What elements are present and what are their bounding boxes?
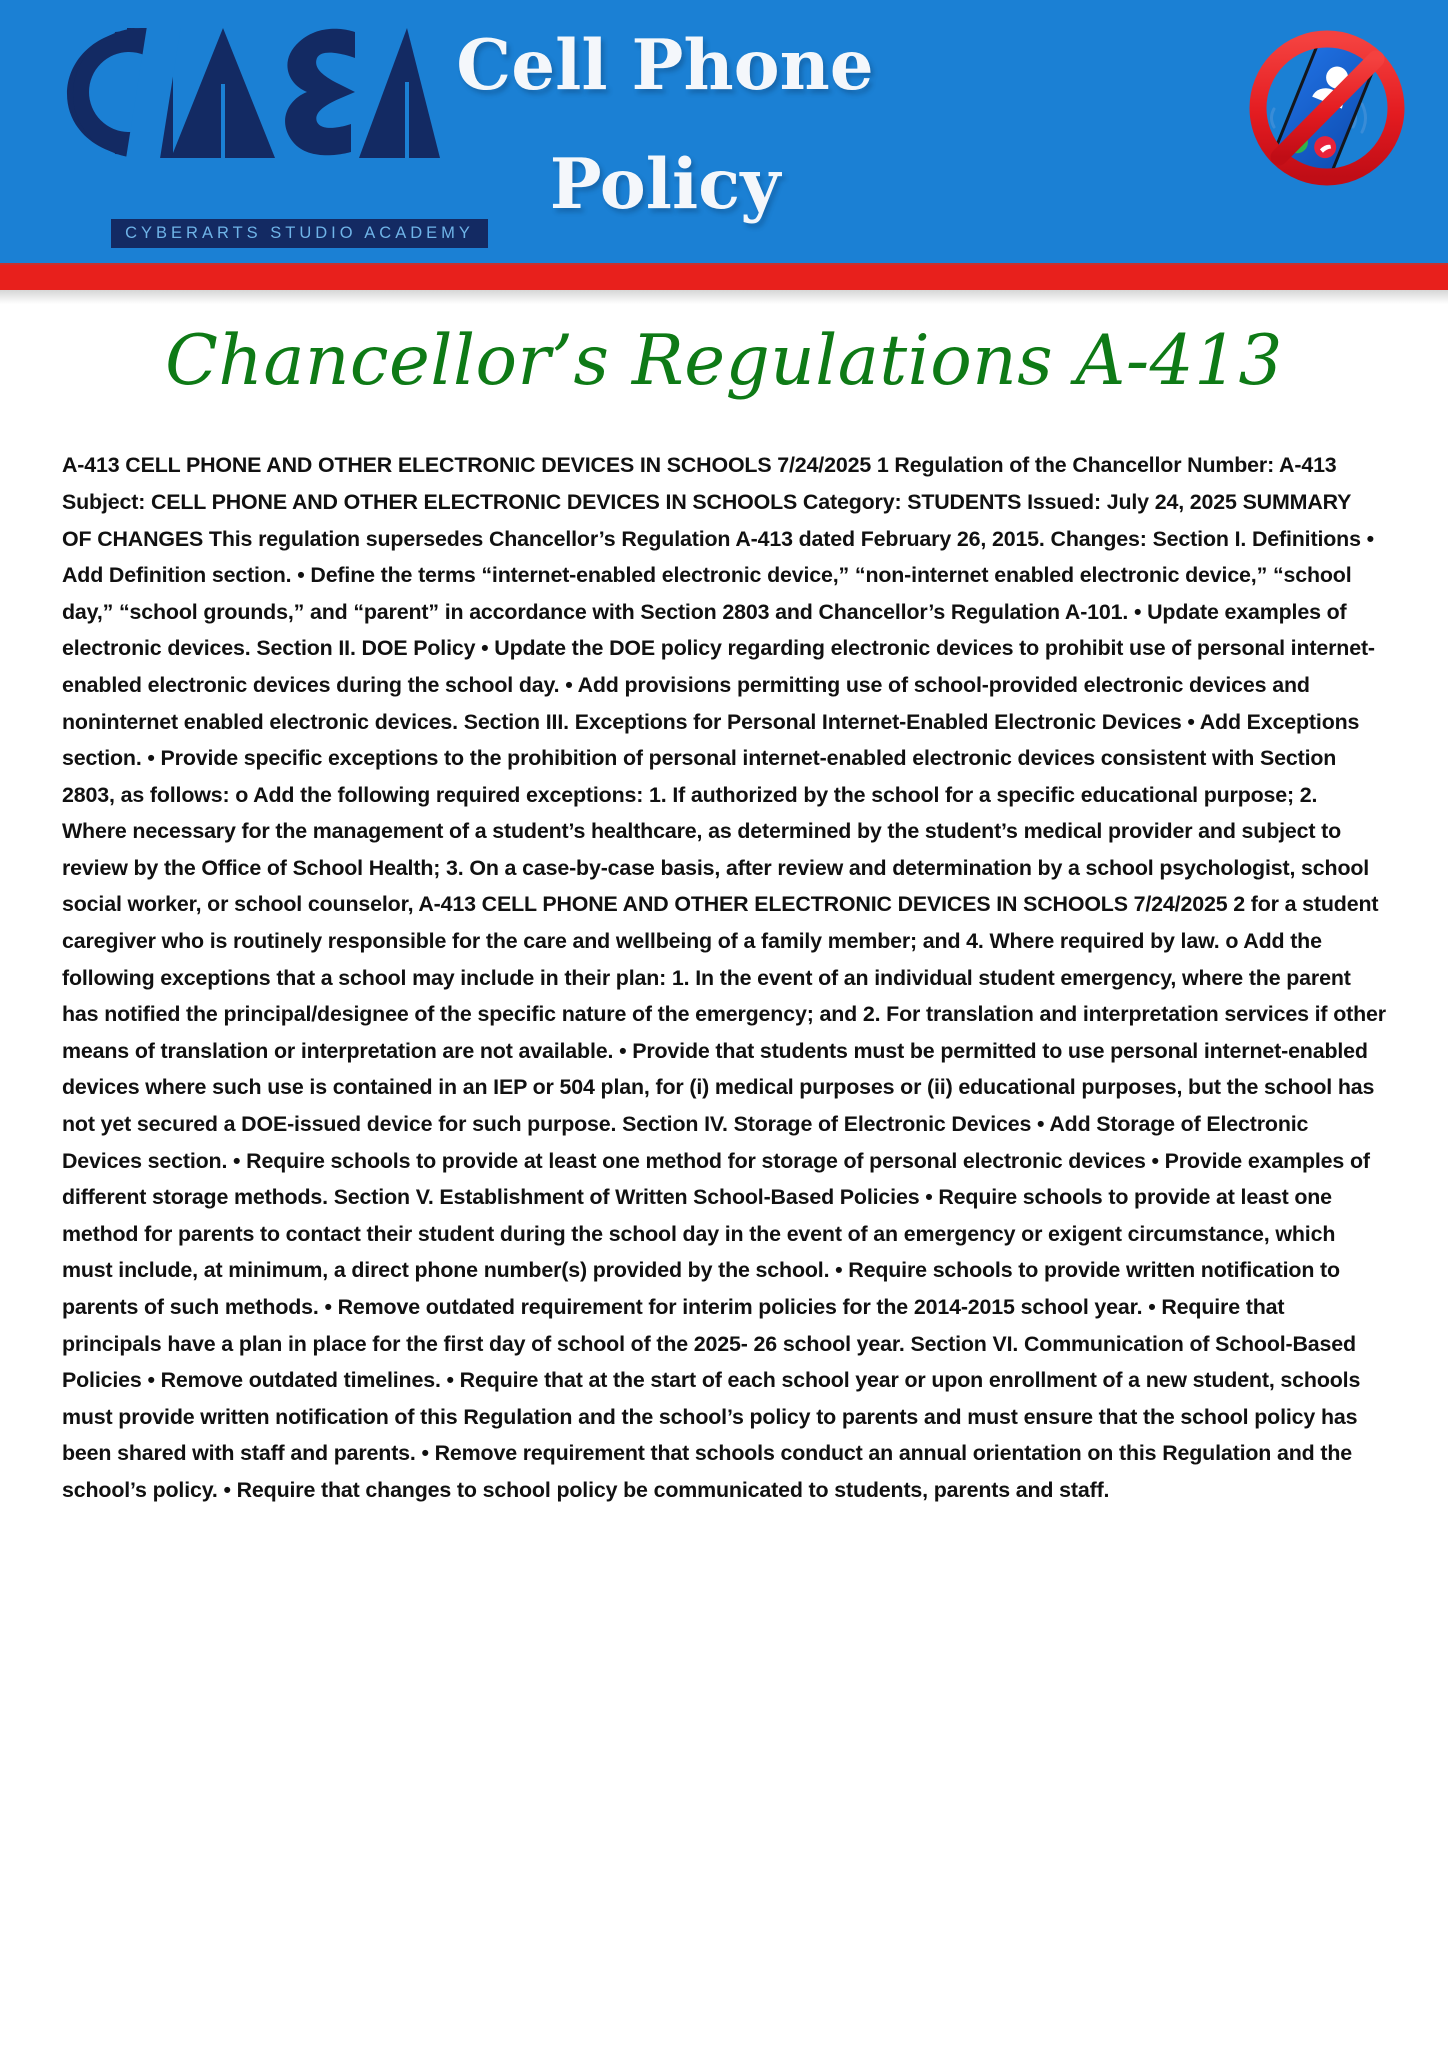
no-cell-phone-icon xyxy=(1240,18,1420,198)
casa-logo-mark xyxy=(55,26,440,158)
banner-title-line1: Cell Phone xyxy=(456,25,874,106)
red-divider xyxy=(0,263,1448,290)
header-banner xyxy=(0,0,1448,263)
document-body xyxy=(0,322,1448,1509)
divider-shadow xyxy=(0,290,1448,304)
banner-title xyxy=(430,6,900,244)
document-heading: Chancellor’s Regulations A-413 xyxy=(165,321,1283,401)
banner-title-line2: Policy xyxy=(549,144,781,225)
document-paragraph: A-413 CELL PHONE AND OTHER ELECTRONIC DEVICES IN SCHOOLS 7/24/2025 1 Regulation of the Chancellor Number: A-413 Subject: CELL PHONE AND OTHER ELECTRONIC DEVICES IN SCHOOLS Category: STUDENTS Issued: July 24, 2025 SUMMARY OF CHANGES This regulation supersedes Chancellor’s Regulation A-413 dated February 26, 2015. Changes: Section I. Definitions • Add Definition section. • Define the terms “internet-enabled electronic device,” “non-internet enabled electronic device,” “school day,” “school grounds,” and “parent” in accordance with Section 2803 and Chancellor’s Regulation A-101. • Update examples of electronic devices. Section II. DOE Policy • Update the DOE policy regarding electronic devices to prohibit use of personal internet-enabled electronic devices during the school day. • Add provisions permitting use of school-provided electronic devices and noninternet enabled electronic devices. Section III. Exceptions for Personal Internet-Enabled Electronic Devices • Add Exceptions section. • Provide specific exceptions to the prohibition of personal internet-enabled electronic devices consistent with Section 2803, as follows: o Add the following required exceptions: 1. If authorized by the school for a specific educational purpose; 2. Where necessary for the management of a student’s healthcare, as determined by the student’s medical provider and subject to review by the Office of School Health; 3. On a case-by-case basis, after review and determination by a school psychologist, school social worker, or school counselor, A-413 CELL PHONE AND OTHER ELECTRONIC DEVICES IN SCHOOLS 7/24/2025 2 for a student caregiver who is routinely responsible for the care and wellbeing of a family member; and 4. Where required by law. o Add the following exceptions that a school may include in their plan: 1. In the event of an individual student emergency, where the parent has notified the principal/designee of the specific nature of the emergency; and 2. For translation and interpretation services if other means of translation or interpretation are not available. • Provide that students must be permitted to use personal internet-enabled devices where such use is contained in an IEP or 504 plan, for (i) medical purposes or (ii) educational purposes, but the school has not yet secured a DOE-issued device for such purpose. Section IV. Storage of Electronic Devices • Add Storage of Electronic Devices section. • Require schools to provide at least one method for storage of personal electronic devices • Provide examples of different storage methods. Section V. Establishment of Written School-Based Policies • Require schools to provide at least one method for parents to contact their student during the school day in the event of an emergency or exigent circumstance, which must include, at minimum, a direct phone number(s) provided by the school. • Require schools to provide written notification to parents of such methods. • Remove outdated requirement for interim policies for the 2014-2015 school year. • Require that principals have a plan in place for the first day of school of the 2025- 26 school year. Section VI. Communication of School-Based Policies • Remove outdated timelines. • Require that at the start of each school year or upon enrollment of a new student, schools must provide written notification of this Regulation and the school’s policy to parents and must ensure that the school policy has been shared with staff and parents. • Remove requirement that schools conduct an annual orientation on this Regulation and the school’s policy. • Require that changes to school policy be communicated to students, parents and staff. xyxy=(62,453,1386,1502)
casa-logo xyxy=(55,26,474,242)
casa-logo-tagline-text: CYBERARTS STUDIO ACADEMY xyxy=(125,224,474,242)
